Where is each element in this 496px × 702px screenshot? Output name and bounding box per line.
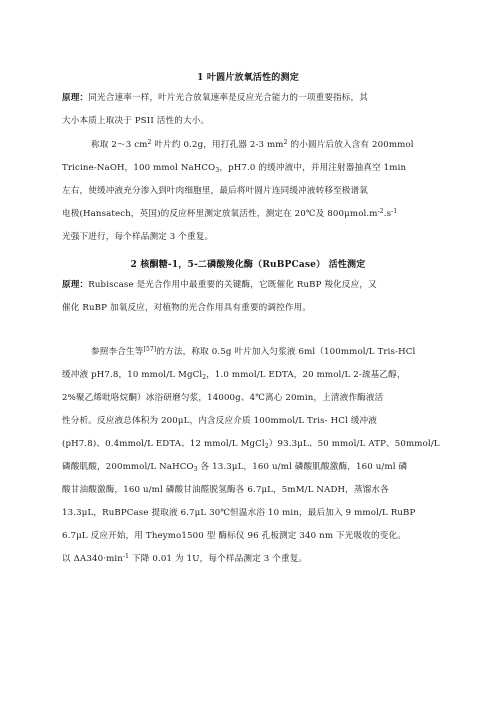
section2-para-line2: 缓冲液 pH7.8，10 mmol/L MgCl$_2$，1.0 mmol/L EDTA，20 mmol/L 2-巯基乙醇，	[62, 370, 406, 381]
section1-principle-line1: 原理：同光合速率一样，叶片光合放氧速率是反应光合能力的一项重要指标，其	[62, 93, 369, 103]
section1-para-line1: 称取 2～3 $cm^2$ 叶片约 0.2g，用打孔器 2-3 $mm^2$ 的小圆片后放入含有 200mmol	[91, 139, 414, 150]
section1-para-line4: 电极(Hansatech，英国)的反应杯里测定放氧活性，测定在 20℃及 $800\mu mol.m^{-2}.s^{-1}$	[62, 208, 398, 219]
section1-para-line3: 左右，使缓冲液充分渗入到叶肉细胞里，最后将叶圆片连同缓冲液转移至极谱氧	[62, 186, 369, 196]
section2-principle-line1: 原理：Rubiscase 是光合作用中最重要的关键酶，它既催化 RuBP 羧化反应，又	[62, 280, 377, 290]
section2-principle-label: 原理：	[62, 280, 89, 290]
section2-title: 2 核酮糖-1，5-二磷酸羧化酶（RuBPCase） 活性测定	[130, 260, 366, 270]
section1-principle-line2: 大小本质上取决于 PSII 活性的大小。	[62, 116, 210, 126]
section1-title: 1 叶圆片放氧活性的测定	[197, 73, 299, 83]
section2-para-line9: 6.7μL 反应开始，用 Theymo1500 型 酶标仪 96 孔板测定 340 nm 下光吸收的变化。	[62, 531, 406, 541]
section1-principle-label: 原理：	[62, 93, 89, 103]
section1-para-line2: Tricine-NaOH，100 mmol NaHCO$_3$，pH7.0 的缓冲液中，并用注射器抽真空 1min	[62, 163, 407, 174]
section1-para-line5: 光强下进行，每个样品测定 3 个重复。	[62, 232, 214, 242]
section2-para-line3: 2%聚乙烯吡咯烷酮）冰浴研磨匀浆，14000g、4℃离心 20min，上清液作酶液活	[62, 393, 384, 403]
section2-para-line5: (pH7.8)、0.4mmol/L EDTA、12 mmol/L MgCl$_2$）93.3μL、50 mmol/L ATP、50mmol/L	[62, 439, 440, 450]
section2-para-line8: 13.3μL，RuBPCase 提取液 6.7μL 30℃恒温水浴 10 min，最后加入 9 mmol/L RuBP	[62, 508, 416, 518]
section2-para-line6: 磷酸肌酸，200mmol/L NaHCO$_3$ 各 13.3μL，160 u/ml 磷酸肌酸激酶，160 u/ml 磷	[62, 462, 408, 473]
section2-para-line7: 酸甘油酸激酶，160 u/ml 磷酸甘油醛脱氢酶各 6.7μL，5mM/L NADH，蒸馏水各	[62, 485, 389, 495]
section2-principle-line2: 催化 RuBP 加氧反应，对植物的光合作用具有重要的调控作用。	[62, 303, 312, 313]
section2-para-line10: 以 $\Delta A340\cdot\min^{-1}$ 下降 0.01 为 1U，每个样品测定 3 个重复。	[62, 553, 308, 564]
section2-para-line4: 性分析。反应液总体积为 200μL，内含反应介质 100mmol/L Tris- HCl 缓冲液	[62, 416, 377, 426]
section2-para-line1: 参照李合生等[57]的方法，称取 0.5g 叶片加入匀浆液 6ml（100mmol/L Tris-HCl	[91, 346, 416, 357]
